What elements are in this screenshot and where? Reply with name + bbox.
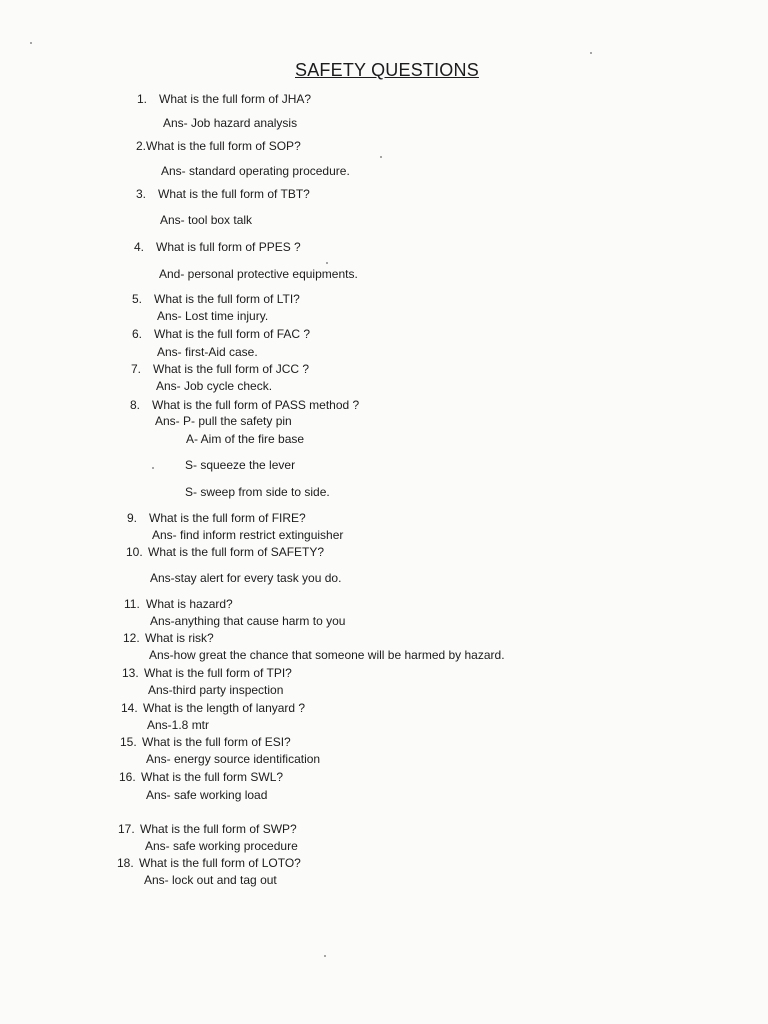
question-13 <box>122 666 292 680</box>
scan-speck <box>30 42 32 44</box>
question-text: What is full form of PPES ? <box>156 240 301 254</box>
question-number: 16. <box>119 770 136 784</box>
question-number: 7. <box>131 362 142 376</box>
scan-speck <box>152 467 154 469</box>
question-text: What is the full form of LOTO? <box>139 856 301 870</box>
question-number: 1. <box>137 92 148 106</box>
question-number: 17. <box>118 822 135 836</box>
question-text: What is the full form of TBT? <box>158 187 310 201</box>
question-text: What is the full form of JCC ? <box>153 362 310 376</box>
question-number: 9. <box>127 511 138 525</box>
answer-1: Ans- Job hazard analysis <box>163 116 298 130</box>
question-number: 4. <box>134 240 145 254</box>
answer-12: Ans-how great the chance that someone will be harmed by hazard. <box>149 648 505 662</box>
answer-16: Ans- safe working load <box>146 788 268 802</box>
question-number: 14. <box>121 701 138 715</box>
question-text: What is the full form of SOP? <box>146 139 301 153</box>
answer-8: Ans- P- pull the safety pin <box>155 414 292 428</box>
question-9 <box>127 511 306 525</box>
question-number: 3. <box>136 187 147 201</box>
answer-2: Ans- standard operating procedure. <box>161 164 350 178</box>
question-text: What is the full form of LTI? <box>154 292 300 306</box>
answer-8-squeeze: S- squeeze the lever <box>185 458 296 472</box>
question-7 <box>131 362 309 376</box>
scan-speck <box>326 262 328 264</box>
question-number: 15. <box>120 735 137 749</box>
question-text: What is the full form of TPI? <box>144 666 292 680</box>
question-3 <box>136 187 310 201</box>
question-number: 12. <box>123 631 140 645</box>
question-text: What is the full form of SWP? <box>140 822 297 836</box>
question-text: What is the full form of ESI? <box>142 735 291 749</box>
question-16 <box>119 770 283 784</box>
page-title: SAFETY QUESTIONS <box>295 60 479 80</box>
question-8 <box>130 398 359 412</box>
question-number: 6. <box>132 327 143 341</box>
answer-14: Ans-1.8 mtr <box>147 718 210 732</box>
scan-speck <box>324 955 326 957</box>
question-number: 2. <box>136 139 147 153</box>
answer-9: Ans- find inform restrict extinguisher <box>152 528 344 542</box>
scan-speck <box>380 156 382 158</box>
question-15 <box>120 735 291 749</box>
question-number: 8. <box>130 398 141 412</box>
question-1 <box>137 92 311 106</box>
question-12 <box>123 631 214 645</box>
answer-3: Ans- tool box talk <box>160 213 253 227</box>
answer-10: Ans-stay alert for every task you do. <box>150 571 342 585</box>
question-text: What is the length of lanyard ? <box>143 701 306 715</box>
question-number: 5. <box>132 292 143 306</box>
question-17 <box>118 822 297 836</box>
answer-13: Ans-third party inspection <box>148 683 284 697</box>
question-text: What is the full form of FAC ? <box>154 327 311 341</box>
answer-11: Ans-anything that cause harm to you <box>150 614 346 628</box>
answer-15: Ans- energy source identification <box>146 752 321 766</box>
question-text: What is risk? <box>145 631 214 645</box>
question-text: What is the full form SWL? <box>141 770 284 784</box>
question-text: What is the full form of PASS method ? <box>152 398 360 412</box>
question-number: 13. <box>122 666 139 680</box>
question-number: 10. <box>126 545 143 559</box>
question-text: What is hazard? <box>146 597 233 611</box>
question-text: What is the full form of SAFETY? <box>148 545 325 559</box>
answer-17: Ans- safe working procedure <box>145 839 298 853</box>
answer-4: And- personal protective equipments. <box>159 267 358 281</box>
question-10 <box>126 545 324 559</box>
question-4 <box>134 240 301 254</box>
scan-speck <box>590 52 592 54</box>
answer-18: Ans- lock out and tag out <box>144 873 277 887</box>
answer-8-sweep: S- sweep from side to side. <box>185 485 330 499</box>
question-number: 11. <box>124 597 140 611</box>
question-text: What is the full form of JHA? <box>159 92 312 106</box>
answer-7: Ans- Job cycle check. <box>156 379 273 393</box>
answer-5: Ans- Lost time injury. <box>157 309 269 323</box>
question-2 <box>136 139 301 153</box>
question-5 <box>132 292 300 306</box>
question-11 <box>124 597 233 611</box>
answer-6: Ans- first-Aid case. <box>157 345 258 359</box>
question-number: 18. <box>117 856 134 870</box>
question-14 <box>121 701 305 715</box>
answer-8-aim: A- Aim of the fire base <box>186 432 305 446</box>
question-18 <box>117 856 301 870</box>
question-6 <box>132 327 310 341</box>
question-text: What is the full form of FIRE? <box>149 511 306 525</box>
